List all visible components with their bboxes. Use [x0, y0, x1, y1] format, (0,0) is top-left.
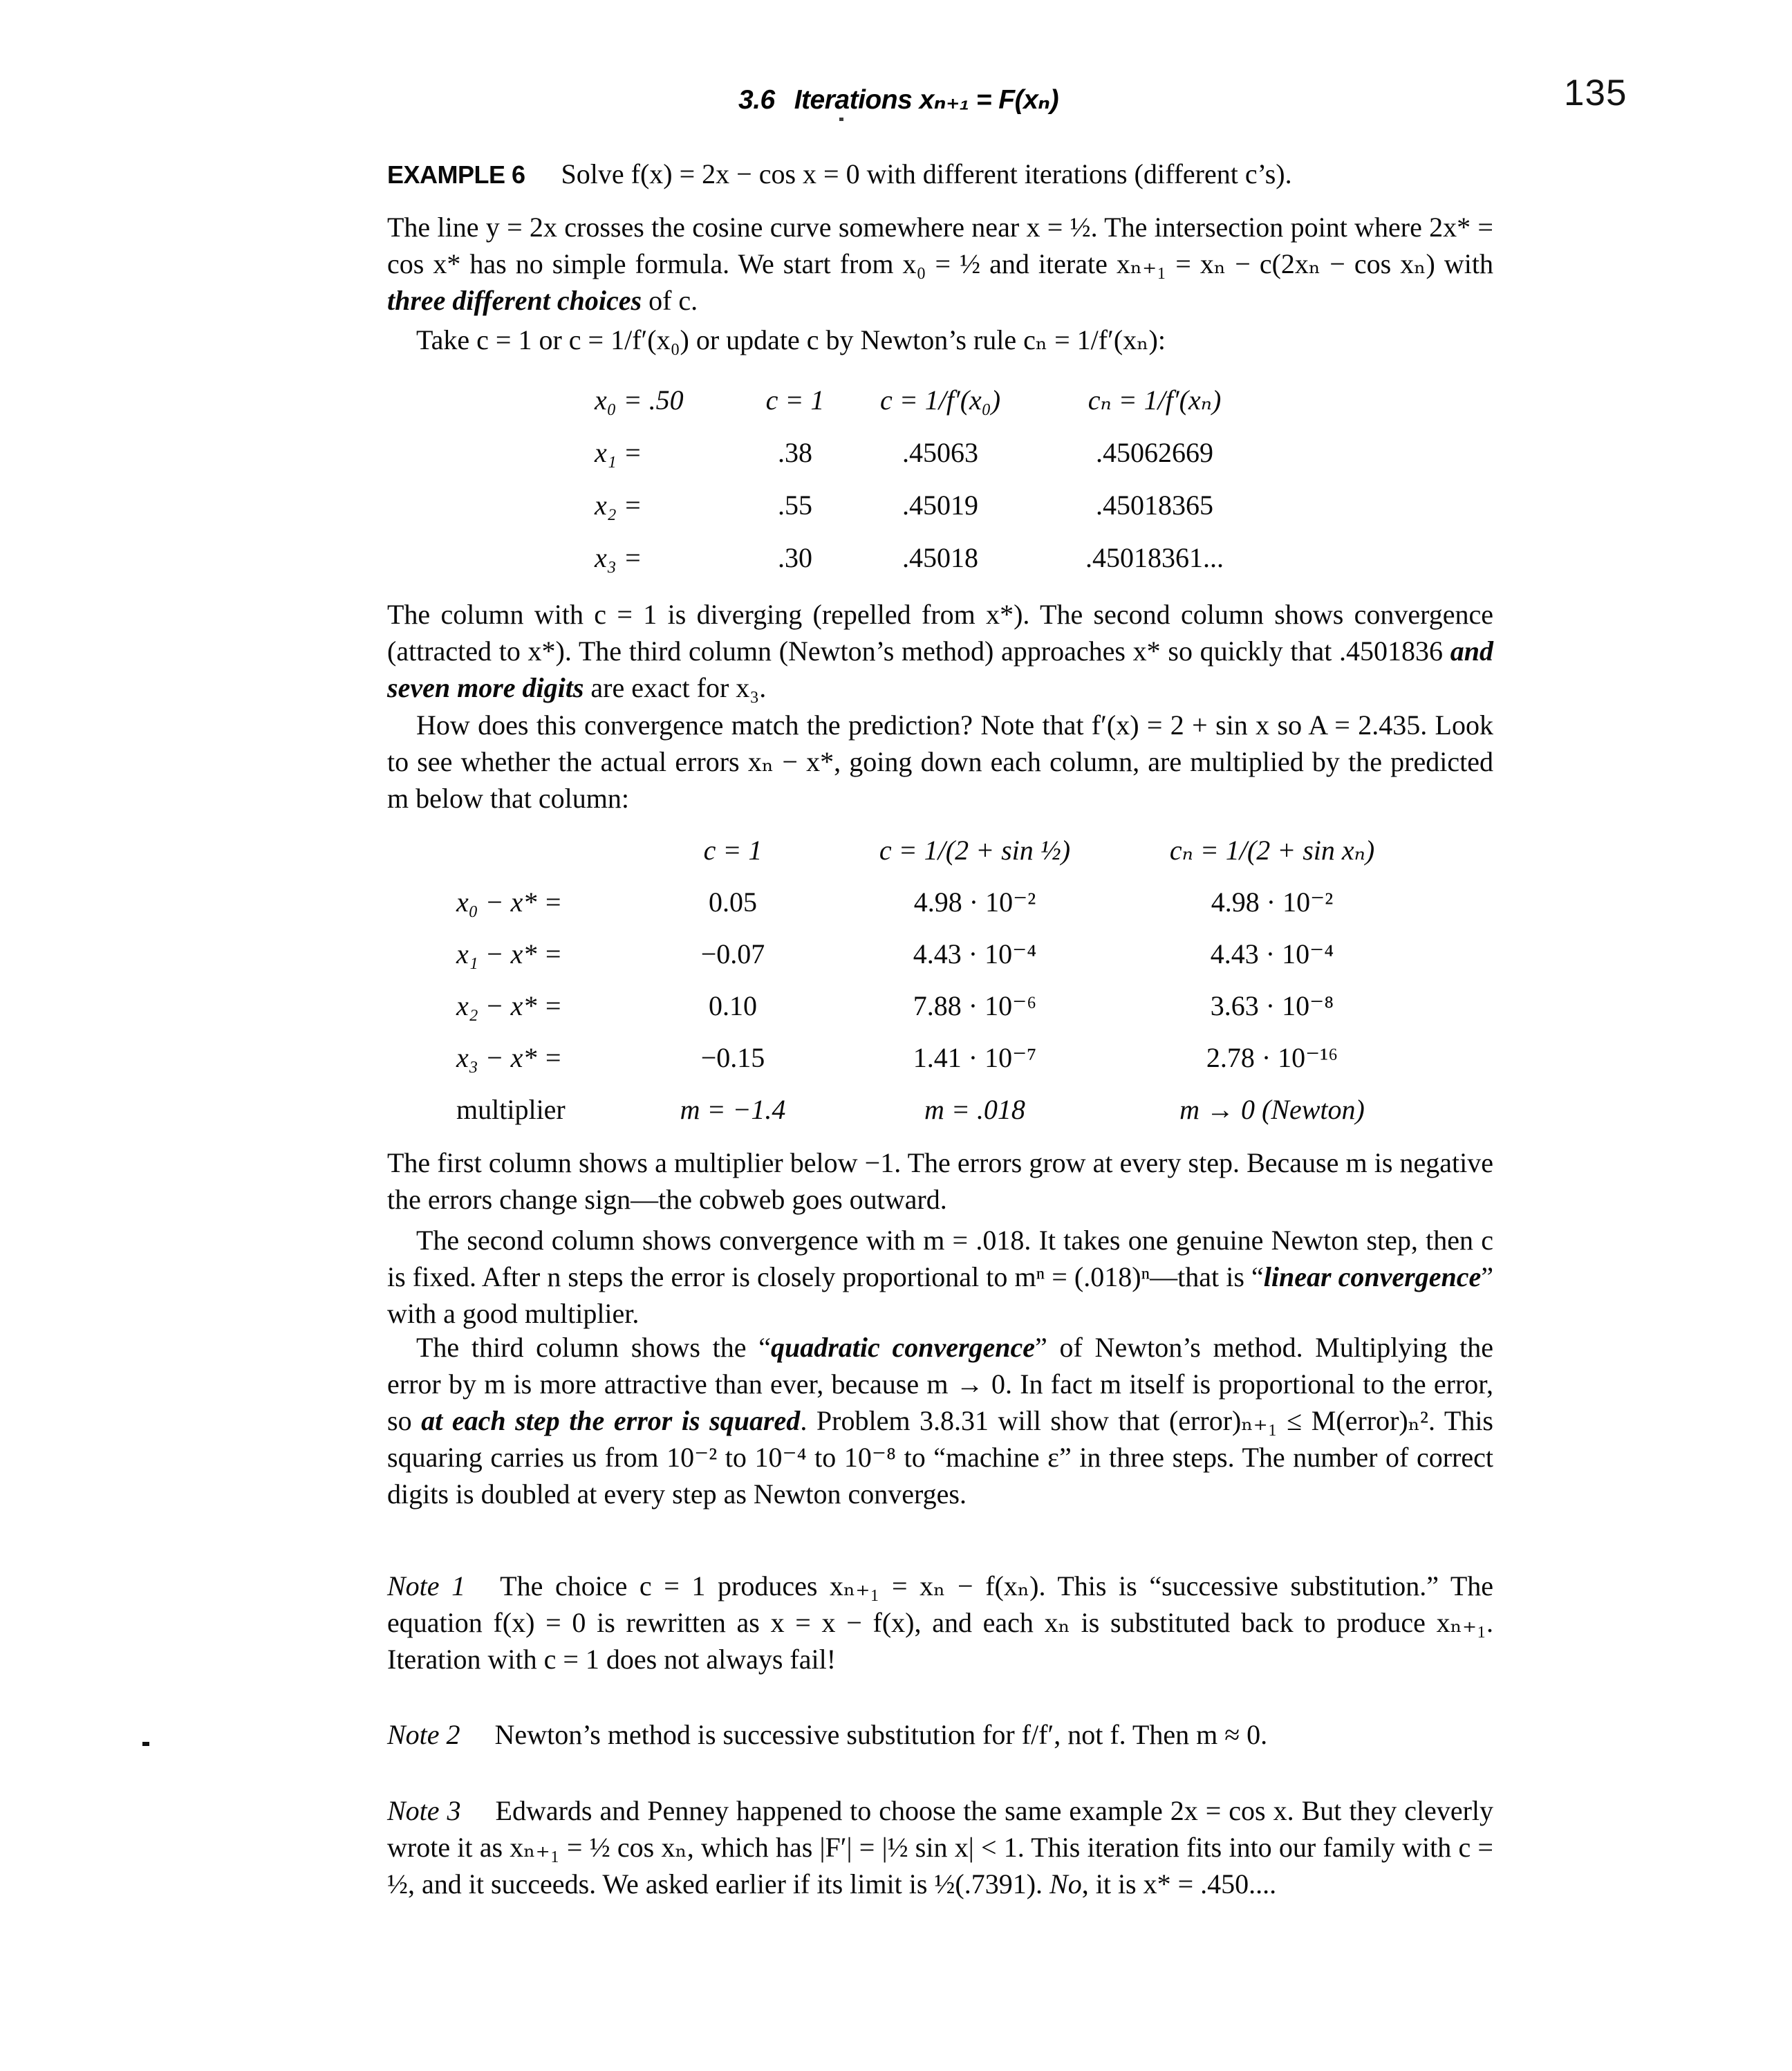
table-cell: c = 1	[765, 384, 825, 416]
italic-run: and seven more digits	[387, 635, 1493, 703]
table-cell: x₀ = .50	[595, 384, 684, 416]
table-cell: c = 1/f′(x₀)	[879, 384, 1001, 416]
table-cell: .45062669	[1096, 436, 1213, 468]
table-cell: cₙ = 1/(2 + sin xₙ)	[1169, 835, 1375, 866]
table-cell: .45018365	[1096, 489, 1213, 521]
table-cell: c = 1/(2 + sin ½)	[879, 835, 1071, 866]
table-cell: −0.07	[700, 938, 765, 969]
table-cell: 4.43 · 10⁻⁴	[1210, 938, 1334, 969]
italic-run: linear convergence	[1263, 1261, 1482, 1292]
paragraph-second-column	[387, 1222, 1493, 1332]
italic-run: No	[1049, 1868, 1082, 1900]
table-cell: multiplier	[456, 1094, 566, 1125]
table-cell: 3.63 · 10⁻⁸	[1210, 990, 1334, 1021]
table-cell: x₂ =	[595, 489, 642, 521]
table-cell: x₁ − x* =	[456, 938, 563, 969]
table-cell: x₃ =	[595, 541, 642, 573]
table-cell: .55	[778, 489, 812, 521]
table-cell: x₀ − x* =	[456, 886, 563, 918]
table-cell: .45018361...	[1085, 541, 1224, 573]
table-cell: 7.88 · 10⁻⁶	[913, 990, 1037, 1021]
table-cell: 2.78 · 10⁻¹⁶	[1206, 1042, 1338, 1073]
text-run: Edwards and Penney happened to choose the same example 2x = cos x. But they cleverly wrote it as xₙ₊₁ = ½ cos xₙ, which has |F′| = |½ sin x| < 1. This iteration fits into our family with c = ½, and it succeeds. We asked earlier if its limit is ½(.7391).	[387, 1795, 1494, 1900]
table-cell: −0.15	[700, 1042, 765, 1073]
text-run: . Problem 3.8.31 will show that (error)ₙ₊₁ ≤ M(error)ₙ². This squaring carries us from 10⁻² to 10⁻⁴ to 10⁻⁸ to “machine ε” in three steps. The number of correct digits is doubled at every step as Newton converges.	[387, 1405, 1493, 1510]
paragraph-intro	[387, 209, 1493, 319]
table-cell: x₁ =	[595, 436, 642, 468]
text-run: The third column shows the “	[416, 1332, 771, 1363]
text-run: The column with c = 1 is diverging (repelled from x*). The second column shows convergence (attracted to x*). The third column (Newton’s method) approaches x* so quickly that .4501836	[387, 599, 1493, 667]
note-2	[387, 1716, 1493, 1753]
table-cell: 1.41 · 10⁻⁷	[913, 1042, 1037, 1073]
table-cell: m → 0 (Newton)	[1179, 1094, 1365, 1125]
table-cell: m = −1.4	[680, 1094, 786, 1125]
note-label: Note 1	[387, 1570, 466, 1601]
table-cell: .38	[778, 436, 812, 468]
scan-mark	[142, 1742, 149, 1746]
paragraph-third-column	[387, 1329, 1493, 1512]
table-cell: 4.98 · 10⁻²	[913, 886, 1036, 918]
table-cell: m = .018	[924, 1094, 1025, 1125]
table-cell: x₂ − x* =	[456, 990, 563, 1021]
italic-run: quadratic convergence	[770, 1332, 1036, 1363]
table-cell	[387, 824, 636, 876]
iteration-table	[595, 373, 1265, 584]
note-label: Note 2	[387, 1719, 460, 1750]
scan-speck	[839, 118, 843, 121]
text-run: The choice c = 1 produces xₙ₊₁ = xₙ − f(xₙ). This is “successive substitution.” The equation f(x) = 0 is rewritten as x = x − f(x), and each xₙ is substituted back to produce xₙ₊₁. Iteration with c = 1 does not always fail!	[387, 1570, 1494, 1675]
text-run: ” with a good multiplier.	[387, 1261, 1493, 1329]
table-cell: .45019	[902, 489, 978, 521]
page-number: 135	[1564, 73, 1627, 113]
example-line	[387, 156, 1493, 193]
text-run: The line y = 2x crosses the cosine curve somewhere near x = ½. The intersection point where 2x* = cos x* has no simple formula. We start from x₀ = ½ and iterate xₙ₊₁ = xₙ − c(2xₙ − cos xₙ) with	[387, 212, 1493, 279]
text-run: The second column shows convergence with m = .018. It takes one genuine Newton step, then c is fixed. After n steps the error is closely proportional to mⁿ = (.018)ⁿ—that is “	[387, 1225, 1493, 1292]
example-label: EXAMPLE 6	[387, 160, 525, 189]
note-3	[387, 1792, 1493, 1902]
table-cell: c = 1	[703, 835, 763, 866]
table-cell: cₙ = 1/f′(xₙ)	[1088, 384, 1222, 416]
italic-run: at each step the error is squared	[421, 1405, 801, 1436]
text-run: ” of Newton’s method. Multiplying the error by m is more attractive than ever, because m → 0. In fact m itself is proportional to the error, so	[387, 1332, 1494, 1436]
text-run: Newton’s method is successive substitution for f/f′, not f. Then m ≈ 0.	[494, 1719, 1268, 1750]
paragraph-take-c: Take c = 1 or c = 1/f′(x₀) or update c by Newton’s rule cₙ = 1/f′(xₙ):	[416, 324, 1166, 355]
paragraph-columns	[387, 596, 1493, 706]
table-cell: 4.43 · 10⁻⁴	[913, 938, 1037, 969]
table-cell: 0.10	[709, 990, 757, 1021]
table-cell: .45063	[902, 436, 978, 468]
text-run: , it is x* = .450....	[1081, 1868, 1277, 1900]
note-label: Note 3	[387, 1795, 461, 1826]
text-run: are exact for x₃.	[584, 672, 767, 703]
section-number: 3.6	[738, 85, 775, 115]
text-run: of c.	[642, 285, 698, 316]
section-title: Iterations xₙ₊₁ = F(xₙ)	[794, 85, 1059, 115]
example-text: Solve f(x) = 2x − cos x = 0 with different iterations (different c’s).	[561, 158, 1292, 189]
table-cell: .45018	[902, 541, 978, 573]
table-cell: x₃ − x* =	[456, 1042, 563, 1073]
table-cell: 0.05	[709, 886, 757, 918]
italic-run: three different choices	[387, 285, 642, 316]
paragraph-first-column: The first column shows a multiplier below −1. The errors grow at every step. Because m is negative the errors change sign—the cobweb goes outward.	[387, 1147, 1493, 1215]
table-cell: .30	[778, 541, 812, 573]
error-table	[387, 824, 1424, 1135]
note-1	[387, 1568, 1493, 1678]
section-heading	[738, 84, 1058, 115]
table-cell: 4.98 · 10⁻²	[1211, 886, 1334, 918]
paragraph-prediction: How does this convergence match the prediction? Note that f′(x) = 2 + sin x so A = 2.435. Look to see whether the actual errors xₙ − x*, going down each column, are multiplied by the predicted m below that column:	[387, 709, 1493, 814]
